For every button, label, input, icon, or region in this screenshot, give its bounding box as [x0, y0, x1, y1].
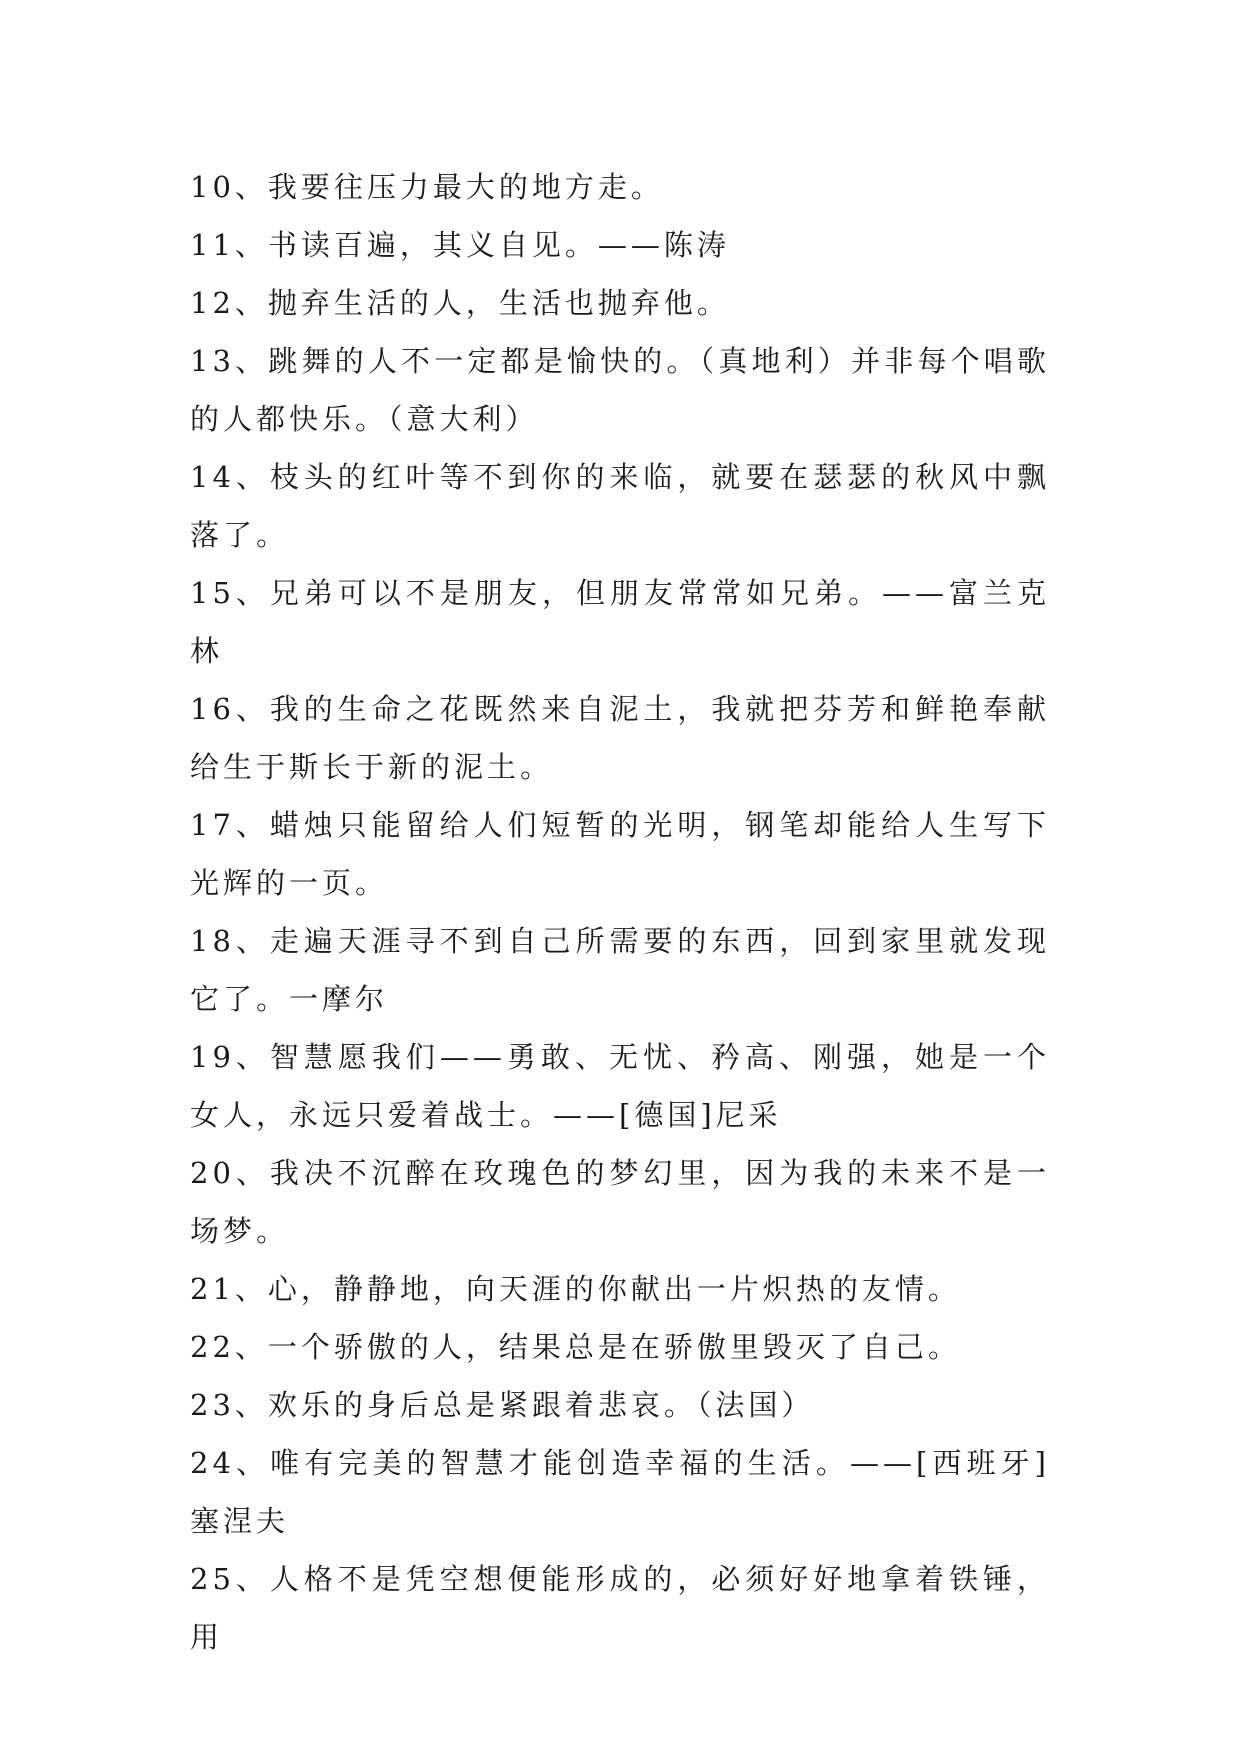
quote-item: 16、我的生命之花既然来自泥土，我就把芬芳和鲜艳奉献给生于斯长于新的泥土。	[190, 692, 1050, 784]
quote-item: 21、心，静静地，向天涯的你献出一片炽热的友情。	[190, 1272, 961, 1306]
quote-item: 24、唯有完美的智慧才能创造幸福的生活。——[西班牙]塞涅夫	[190, 1446, 1050, 1538]
quote-item: 20、我决不沉醉在玫瑰色的梦幻里，因为我的未来不是一场梦。	[190, 1156, 1050, 1248]
quote-item: 18、走遍天涯寻不到自己所需要的东西，回到家里就发现它了。一摩尔	[190, 924, 1050, 1016]
quote-item: 13、跳舞的人不一定都是愉快的。（真地利）并非每个唱歌的人都快乐。（意大利）	[190, 344, 1050, 436]
quote-item: 22、一个骄傲的人，结果总是在骄傲里毁灭了自己。	[190, 1330, 961, 1364]
quote-item: 25、人格不是凭空想便能形成的，必须好好地拿着铁锤，用	[190, 1562, 1050, 1654]
quote-item: 14、枝头的红叶等不到你的来临，就要在瑟瑟的秋风中飘落了。	[190, 460, 1050, 552]
quote-item: 10、我要往压力最大的地方走。	[190, 170, 664, 204]
quote-item: 17、蜡烛只能留给人们短暂的光明，钢笔却能给人生写下光辉的一页。	[190, 808, 1050, 900]
quote-item: 19、智慧愿我们——勇敢、无忧、矜高、刚强，她是一个女人，永远只爱着战士。——[德国]尼采	[190, 1040, 1050, 1132]
quote-item: 12、抛弃生活的人，生活也抛弃他。	[190, 286, 730, 320]
quote-item: 23、欢乐的身后总是紧跟着悲哀。（法国）	[190, 1388, 815, 1422]
quote-list	[190, 158, 1050, 1666]
quote-item: 11、书读百遍，其义自见。——陈涛	[190, 228, 730, 262]
quote-item: 15、兄弟可以不是朋友，但朋友常常如兄弟。——富兰克林	[190, 576, 1050, 668]
